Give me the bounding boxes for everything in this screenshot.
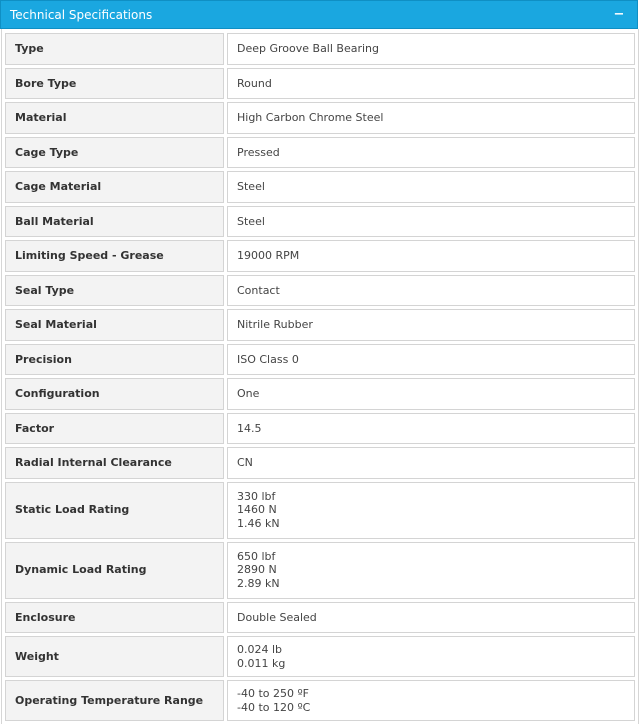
spec-value xyxy=(227,309,635,341)
spec-label: Ball Material xyxy=(5,206,224,238)
spec-value-line: 1.46 kN xyxy=(237,516,280,530)
spec-value-line: 650 lbf xyxy=(237,549,276,563)
table-row xyxy=(5,542,635,599)
table-row xyxy=(5,447,635,479)
spec-value xyxy=(227,137,635,169)
spec-value-line: CN xyxy=(237,456,253,469)
spec-label: Seal Material xyxy=(5,309,224,341)
spec-label: Enclosure xyxy=(5,602,224,634)
spec-value xyxy=(227,482,635,539)
spec-value xyxy=(227,68,635,100)
spec-label: Radial Internal Clearance xyxy=(5,447,224,479)
spec-value-line: Steel xyxy=(237,214,265,228)
table-row xyxy=(5,344,635,376)
spec-value-line: 0.011 kg xyxy=(237,656,286,670)
spec-value xyxy=(227,542,635,599)
spec-value-line: 2.89 kN xyxy=(237,576,280,590)
spec-value xyxy=(227,240,635,272)
spec-label: Bore Type xyxy=(5,68,224,100)
spec-label: Precision xyxy=(5,344,224,376)
table-row xyxy=(5,413,635,445)
specs-table xyxy=(2,30,638,724)
spec-value-line: One xyxy=(237,387,260,400)
table-row xyxy=(5,680,635,721)
spec-value-line: 330 lbf xyxy=(237,489,276,503)
specs-table-body xyxy=(5,33,635,721)
table-row xyxy=(5,33,635,65)
spec-value xyxy=(227,447,635,479)
spec-label: Weight xyxy=(5,636,224,677)
spec-value-line: Round xyxy=(237,76,272,90)
collapse-icon[interactable]: − xyxy=(613,6,625,22)
spec-label: Cage Material xyxy=(5,171,224,203)
spec-value-line: 1460 N xyxy=(237,503,277,517)
spec-label: Factor xyxy=(5,413,224,445)
table-row xyxy=(5,206,635,238)
spec-value xyxy=(227,413,635,445)
spec-value xyxy=(227,636,635,677)
table-row xyxy=(5,309,635,341)
spec-value-line: 14.5 xyxy=(237,421,262,435)
spec-value xyxy=(227,680,635,721)
table-row xyxy=(5,102,635,134)
spec-value xyxy=(227,206,635,238)
spec-label: Static Load Rating xyxy=(5,482,224,539)
spec-value-line: Steel xyxy=(237,180,265,193)
spec-label: Operating Temperature Range xyxy=(5,680,224,721)
table-row xyxy=(5,171,635,203)
spec-value-line: 0.024 lb xyxy=(237,643,283,656)
spec-label: Cage Type xyxy=(5,137,224,169)
specs-table-container xyxy=(1,29,639,724)
spec-value-line: 19000 RPM xyxy=(237,249,300,262)
spec-value xyxy=(227,344,635,376)
spec-value-line: Nitrile Rubber xyxy=(237,318,313,331)
panel-title: Technical Specifications xyxy=(10,7,153,22)
spec-value xyxy=(227,602,635,634)
table-row xyxy=(5,636,635,677)
spec-label: Dynamic Load Rating xyxy=(5,542,224,599)
spec-value xyxy=(227,33,635,65)
spec-value-line: Double Sealed xyxy=(237,610,317,624)
spec-value xyxy=(227,171,635,203)
spec-value xyxy=(227,378,635,410)
spec-label: Configuration xyxy=(5,378,224,410)
spec-value-line: Contact xyxy=(237,283,280,297)
table-row xyxy=(5,602,635,634)
table-row xyxy=(5,137,635,169)
spec-label: Material xyxy=(5,102,224,134)
spec-value xyxy=(227,275,635,307)
table-row xyxy=(5,240,635,272)
spec-value-line: Pressed xyxy=(237,145,280,159)
panel-header[interactable] xyxy=(0,0,638,29)
table-row xyxy=(5,275,635,307)
spec-value-line: 2890 N xyxy=(237,563,277,577)
spec-value-line: -40 to 120 ºC xyxy=(237,700,311,714)
spec-value-line: ISO Class 0 xyxy=(237,352,299,366)
spec-label: Seal Type xyxy=(5,275,224,307)
spec-label: Limiting Speed - Grease xyxy=(5,240,224,272)
spec-value-line: -40 to 250 ºF xyxy=(237,687,310,700)
spec-value xyxy=(227,102,635,134)
spec-label: Type xyxy=(5,33,224,65)
spec-value-line: Deep Groove Ball Bearing xyxy=(237,42,380,55)
table-row xyxy=(5,68,635,100)
spec-value-line: High Carbon Chrome Steel xyxy=(237,111,384,124)
table-row xyxy=(5,378,635,410)
table-row xyxy=(5,482,635,539)
